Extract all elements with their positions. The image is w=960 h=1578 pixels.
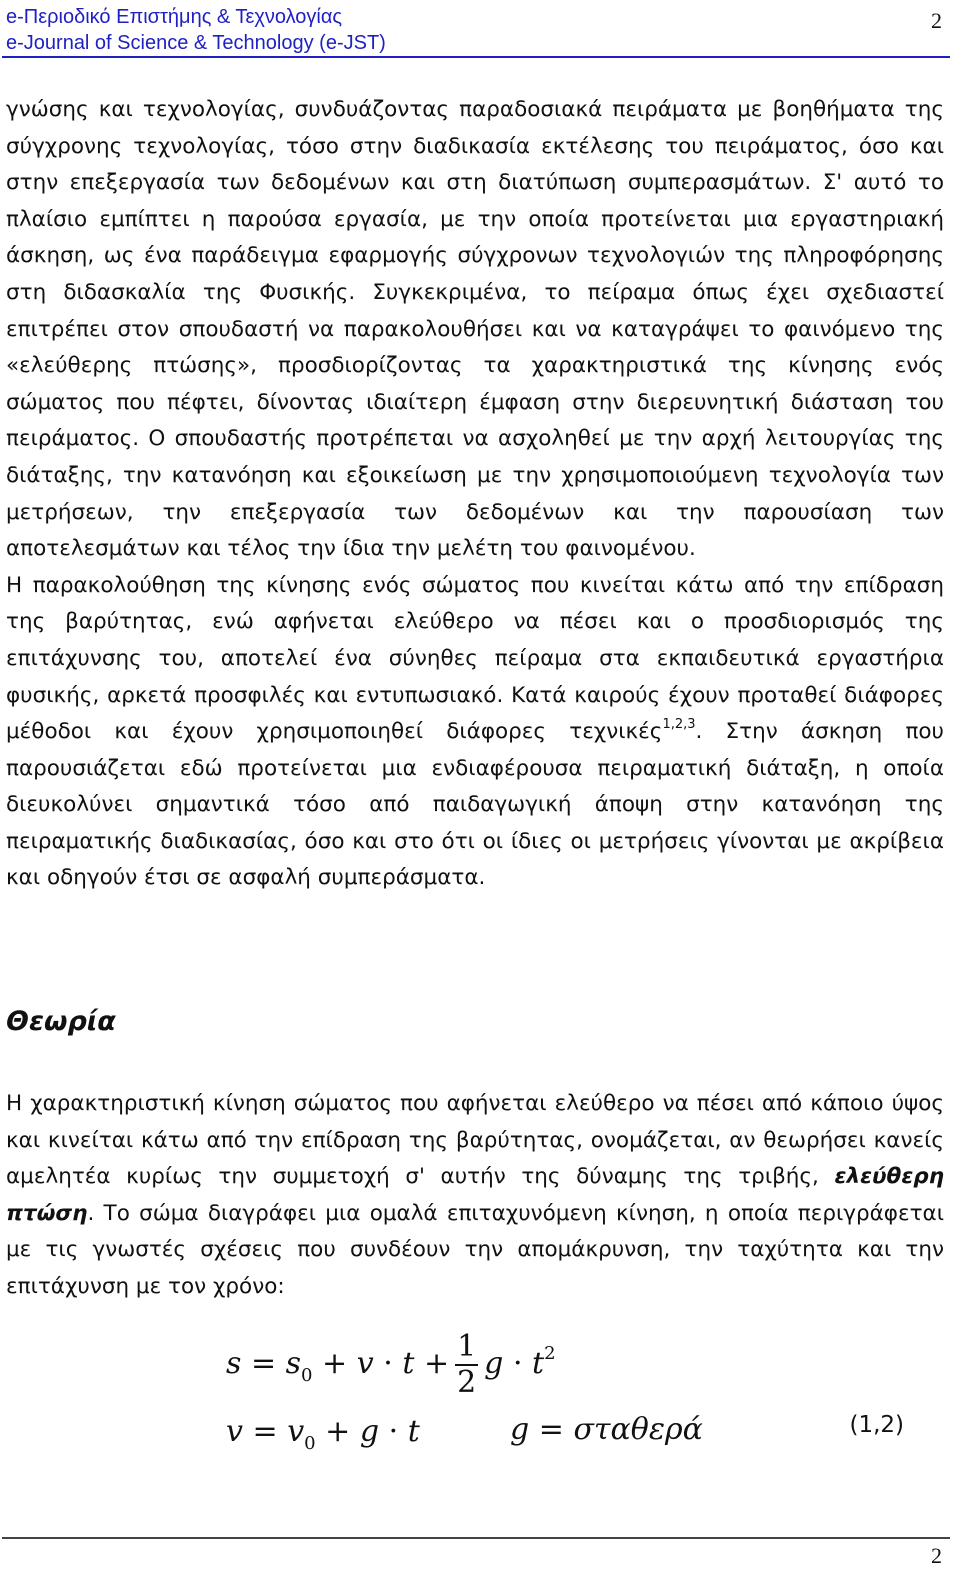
header-page-number: 2 — [931, 8, 942, 33]
theory-paragraph — [6, 1086, 944, 1306]
equation-displacement: $s = s_0 + v \cdot t$ + $\frac{1}{2}$ $g \cdot t^2$ — [226, 1329, 556, 1400]
footer-page-number: 2 — [931, 1543, 942, 1568]
equation-velocity: $v = v_0 + g \cdot t$ — [226, 1414, 420, 1454]
running-header — [6, 4, 950, 56]
header-divider — [2, 56, 950, 58]
term-free-fall: ελεύθερη πτώση — [6, 1164, 944, 1226]
body-text — [6, 92, 944, 897]
footer-divider — [2, 1537, 950, 1539]
journal-title-english: e-Journal of Science & Technology (e-JST) — [6, 32, 386, 54]
section-title-theory: Θεωρία — [6, 1006, 116, 1037]
methods-text-a: Η παρακολούθηση της κίνησης ενός σώματος που κινείται κάτω από την επίδραση της βαρύτητας, ενώ αφήνεται ελεύθερο να πέσει και ο προσδιορισμός της επιτάχυνσης του, αποτελεί ένα σύνηθες πείραμα στα εκπαιδευτικά εργαστήρια φυσικής, αρκετά προσφιλές και εντυπωσιακό. Κατά καιρούς έχουν προταθεί διάφορες μέθοδοι και έχουν χρησιμοποιηθεί διάφορες τεχνικές — [6, 572, 944, 745]
fraction-one-half: $\frac{1}{2}$ — [457, 1329, 477, 1400]
intro-paragraph: γνώσης και τεχνολογίας, συνδυάζοντας παραδοσιακά πειράματα με βοηθήματα της σύγχρονης τεχνολογίας, τόσο στην διαδικασία εκτέλεσης του πειράματος, όσο και στην επεξεργασία των δεδομένων και στη διατύπωση συμπερασμάτων. Σ' αυτό το πλαίσιο εμπίπτει η παρούσα εργασία, με την οποία προτείνεται μια εργαστηριακή άσκηση, ως ένα παράδειγμα εφαρμογής σύγχρονων τεχνολογιών της πληροφόρησης στη διδασκαλία της Φυσικής. Συγκεκριμένα, το πείραμα όπως έχει σχεδιαστεί επιτρέπει στον σπουδαστή να παρακολουθήσει και να καταγράψει το φαινόμενο της «ελεύθερης πτώσης», προσδιορίζοντας τα χαρακτηριστικά της κίνησης ενός σώματος που πέφτει, δίνοντας ιδιαίτερη έμφαση στην διερευνητική διάσταση του πειράματος. Ο σπουδαστής προτρέπεται να ασχοληθεί με την αρχή λειτουργίας της διάταξης, την κατανόηση και εξοικείωση με την χρησιμοποιούμενη τεχνολογία των μετρήσεων, την επεξεργασία των δεδομένων και την παρουσίαση των αποτελεσμάτων και τέλος την ίδια την μελέτη του φαινομένου. — [6, 97, 944, 562]
theory-section — [6, 1086, 944, 1306]
journal-title-greek: e-Περιοδικό Επιστήμης & Τεχνολογίας — [6, 6, 343, 28]
theory-text-a: Η χαρακτηριστική κίνηση σώματος που αφήνεται ελεύθερο να πέσει από κάποιο ύψος και κινείται κάτω από την επίδραση της βαρύτητας, ονομάζεται, αν θεωρήσει κανείς αμελητέα κυρίως την συμμετοχή σ' αυτήν της δύναμης της τριβής, — [6, 1091, 944, 1190]
equation-gravity-constant: g = σταθερά — [510, 1412, 703, 1447]
theory-text-b: . Το σώμα διαγράφει μια ομαλά επιταχυνόμενη κίνηση, η οποία περιγράφεται με τις γνωστές σχέσεις που συνδέουν την απομάκρυνση, την ταχύτητα και την επιτάχυνση με τον χρόνο: — [6, 1200, 944, 1299]
methods-text-b: . Στην άσκηση που παρουσιάζεται εδώ προτείνεται μια ενδιαφέρουσα πειραματική διάταξη, η οποία διευκολύνει σημαντικά τόσο από παιδαγωγική άποψη στην κατανόηση της πειραματικής διαδικασίας, όσο και στο ότι οι ίδιες οι μετρήσεις γίνονται με ακρίβεια και οδηγούν έτσι σε ασφαλή συμπεράσματα. — [6, 719, 944, 891]
citation-refs: 1,2,3 — [662, 717, 696, 733]
equation-number: (1,2) — [849, 1412, 904, 1438]
methods-paragraph — [6, 568, 944, 897]
